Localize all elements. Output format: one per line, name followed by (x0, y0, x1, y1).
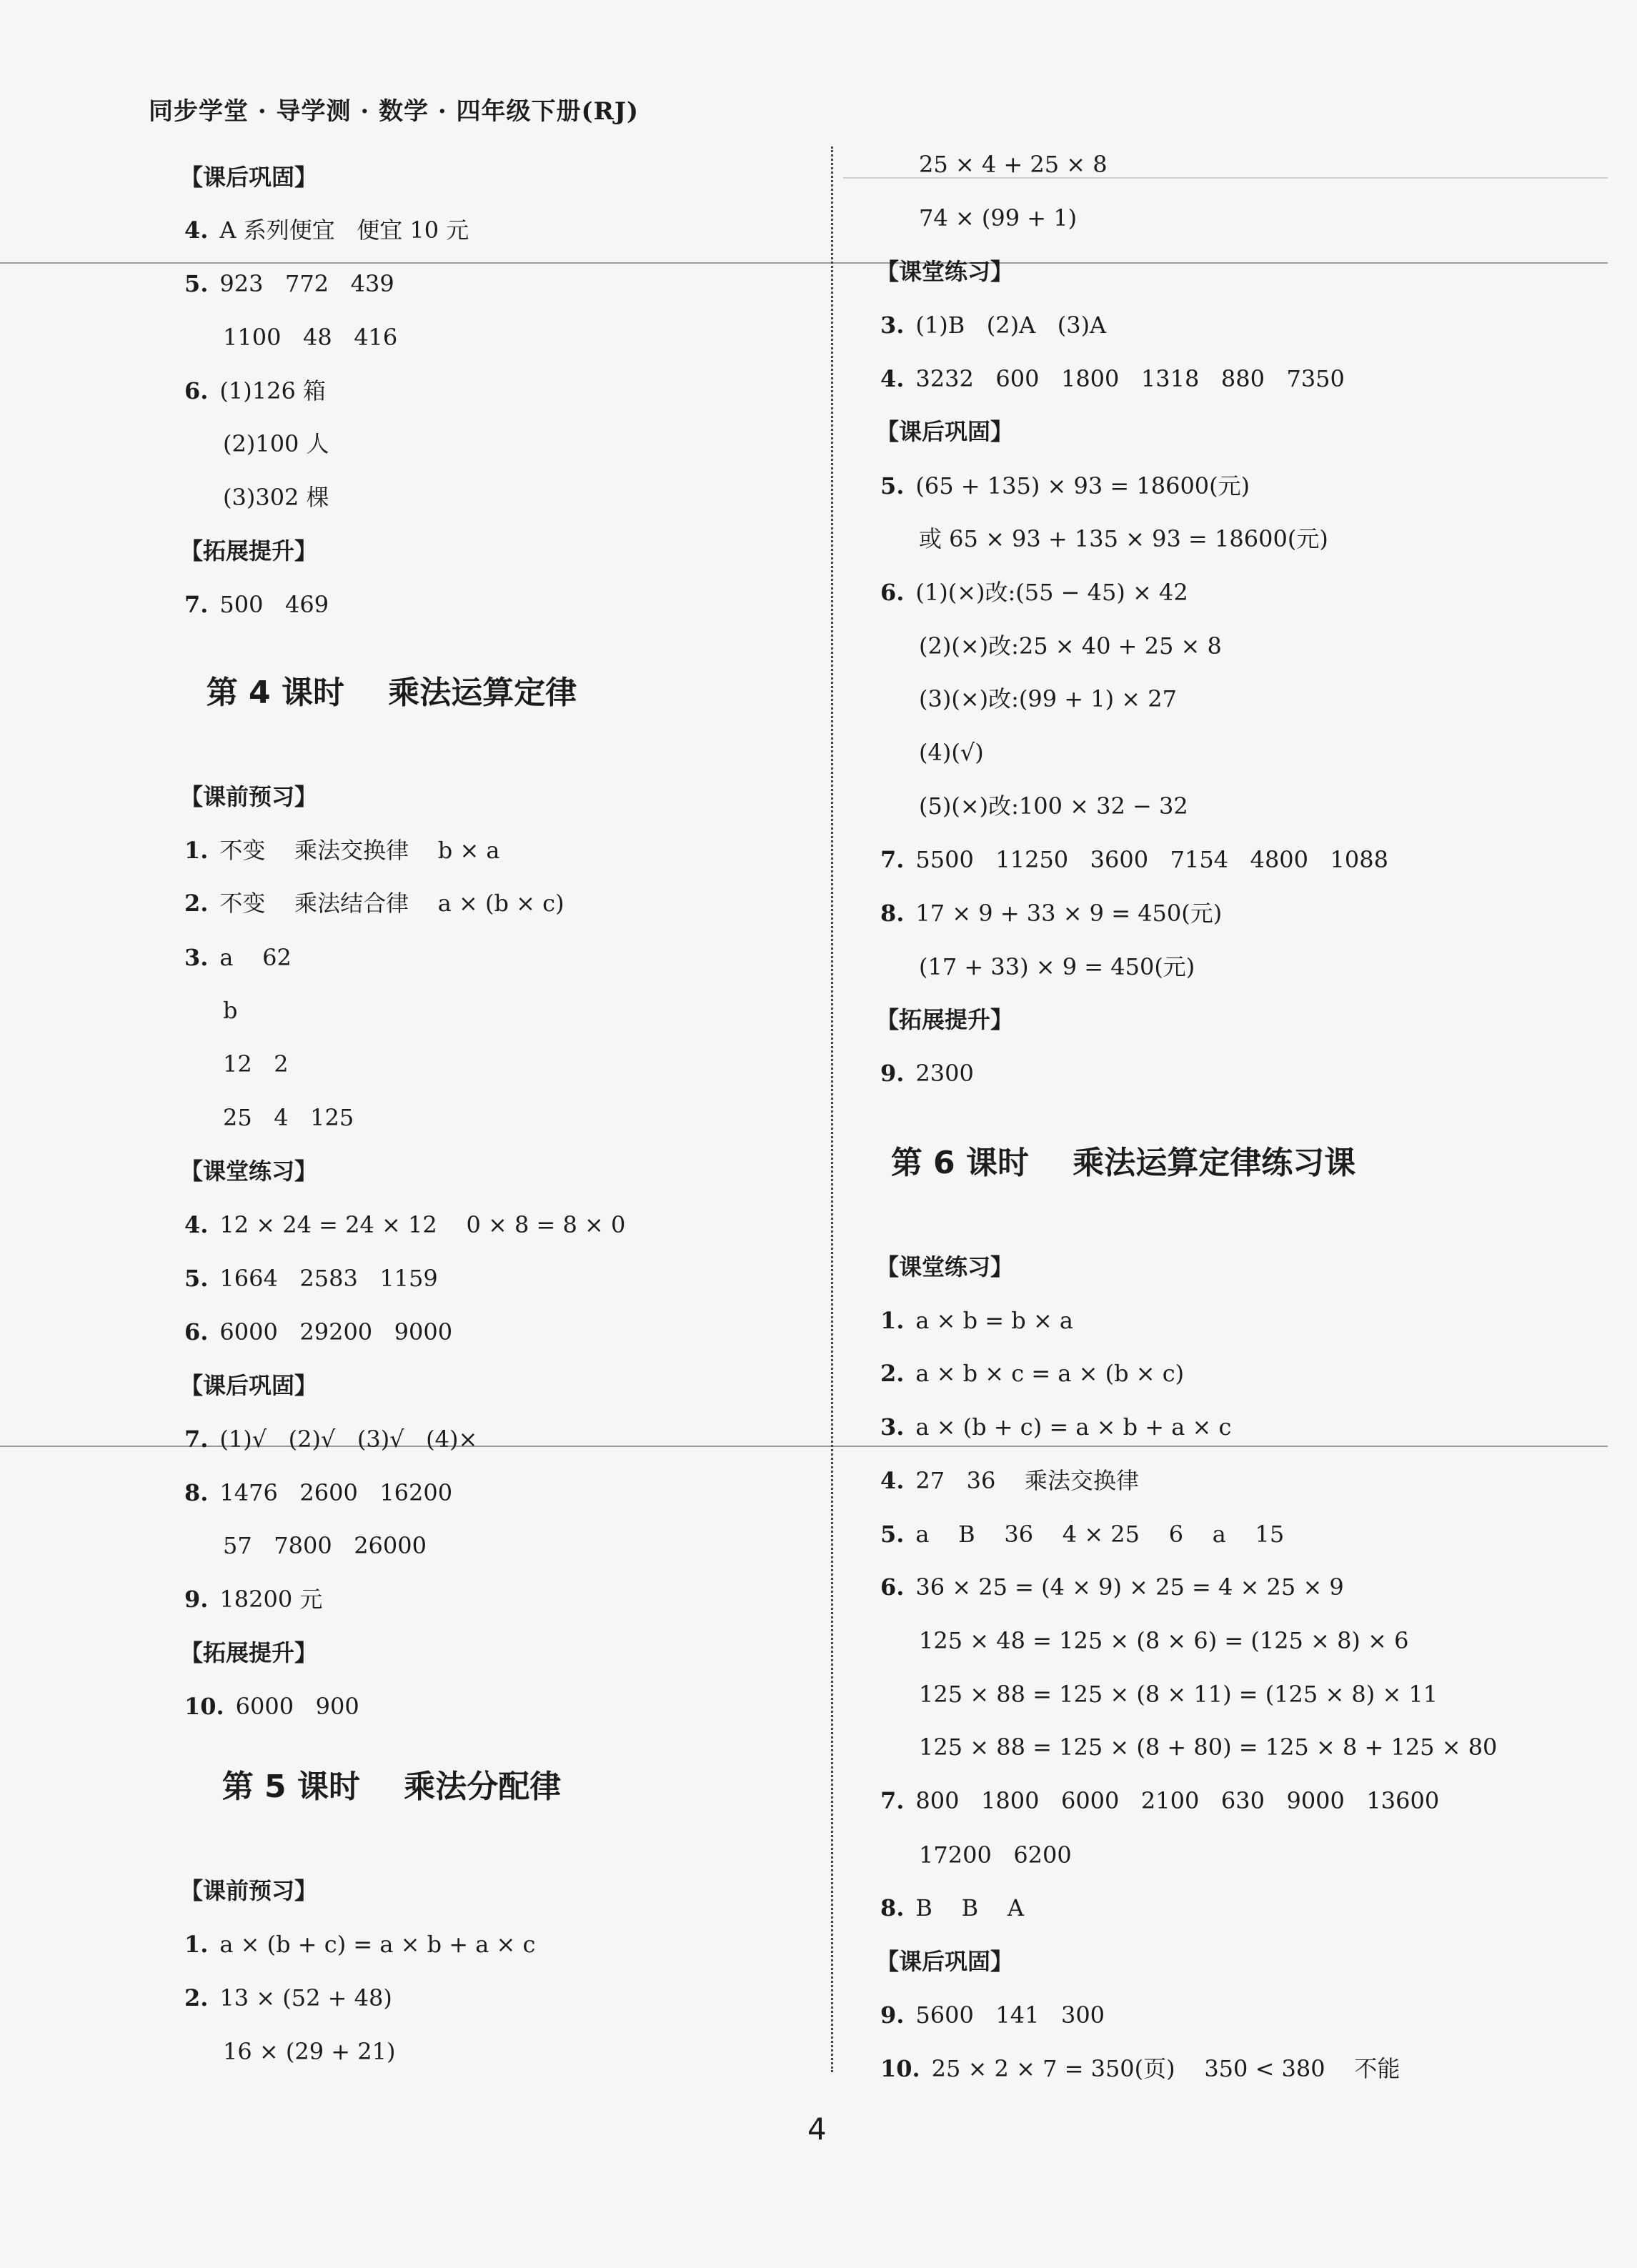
item-number: 5. (184, 1265, 209, 1292)
item-number: 5. (184, 270, 209, 297)
item-answer: (1)B (2)A (3)A (915, 312, 1107, 339)
answer-item (184, 590, 329, 619)
item-number: 1. (184, 837, 209, 864)
answer-item (880, 364, 1345, 393)
item-number: 6. (184, 377, 209, 404)
item-number: 7. (880, 846, 905, 873)
item-number: 4. (184, 217, 209, 244)
item-answer: 500 469 (219, 591, 329, 618)
item-answer: 27 36 乘法交换律 (915, 1467, 1140, 1494)
item-answer: A 系列便宜 便宜 10 元 (219, 217, 469, 244)
item-answer: 13 × (52 + 48) (219, 1984, 392, 2011)
answer-item (184, 377, 326, 405)
item-number: 6. (184, 1318, 209, 1346)
item-number: 5. (880, 1521, 905, 1548)
answer-item (880, 899, 1222, 927)
item-number: 4. (184, 1211, 209, 1238)
answer-continuation: (5)(×)改:100 × 32 − 32 (919, 792, 1188, 820)
page-header: 同步学堂 · 导学测 · 数学 · 四年级下册(RJ) (149, 97, 640, 126)
item-answer: a × (b + c) = a × b + a × c (219, 1931, 536, 1958)
answer-item (184, 1210, 625, 1239)
item-answer: 12 × 24 = 24 × 12 0 × 8 = 8 × 0 (219, 1211, 626, 1238)
item-number: 10. (880, 2055, 920, 2082)
answer-item (184, 943, 292, 972)
item-answer: 18200 元 (219, 1586, 323, 1613)
item-answer: 不变 乘法交换律 b × a (219, 837, 500, 864)
answer-continuation: 1100 48 416 (223, 324, 398, 351)
answer-item (184, 1585, 322, 1613)
answer-continuation: (3)302 棵 (223, 484, 329, 511)
answer-continuation: 25 × 4 + 25 × 8 (919, 151, 1108, 178)
item-answer: a × b = b × a (915, 1307, 1073, 1334)
item-number: 9. (880, 2001, 905, 2029)
answer-item (880, 1786, 1439, 1815)
item-number: 9. (184, 1586, 209, 1613)
item-number: 6. (880, 1573, 905, 1601)
answer-item (184, 1425, 477, 1453)
section-heading: 【拓展提升】 (876, 1006, 1014, 1033)
section-heading: 【拓展提升】 (180, 1639, 318, 1666)
item-answer: 5600 141 300 (915, 2001, 1105, 2029)
answer-item (880, 1573, 1344, 1601)
item-number: 8. (880, 1894, 905, 1921)
item-number: 2. (880, 1360, 905, 1387)
section-heading: 【课前预习】 (180, 783, 318, 810)
item-number: 10. (184, 1693, 224, 1720)
answer-continuation: b (223, 997, 238, 1024)
lesson-title: 第 6 课时 乘法运算定律练习课 (890, 1145, 1356, 1181)
section-heading: 【课后巩固】 (876, 1948, 1014, 1975)
answer-item (880, 845, 1388, 874)
answer-item (880, 578, 1188, 607)
section-heading: 【课后巩固】 (180, 164, 318, 191)
answer-continuation: 125 × 48 = 125 × (8 × 6) = (125 × 8) × 6 (919, 1627, 1409, 1654)
answer-continuation: 74 × (99 + 1) (919, 204, 1078, 232)
section-heading: 【课堂练习】 (180, 1158, 318, 1185)
answer-item (184, 1930, 535, 1959)
answer-continuation: 125 × 88 = 125 × (8 + 80) = 125 × 8 + 125 × 80 (919, 1734, 1498, 1761)
answer-continuation: 或 65 × 93 + 135 × 93 = 18600(元) (919, 525, 1328, 552)
answer-item (880, 1059, 974, 1088)
item-number: 2. (184, 890, 209, 917)
answer-continuation: (2)(×)改:25 × 40 + 25 × 8 (919, 632, 1222, 660)
item-answer: 6000 900 (235, 1693, 359, 1720)
item-answer: 6000 29200 9000 (219, 1318, 453, 1346)
section-heading: 【课前预习】 (180, 1877, 318, 1904)
answer-continuation: 125 × 88 = 125 × (8 × 11) = (125 × 8) × 11 (919, 1681, 1438, 1708)
lesson-title: 第 5 课时 乘法分配律 (222, 1769, 562, 1805)
item-answer: 5500 11250 3600 7154 4800 1088 (915, 846, 1388, 873)
item-number: 5. (880, 472, 905, 499)
item-answer: a B 36 4 × 25 6 a 15 (915, 1521, 1285, 1548)
answer-item (184, 269, 394, 298)
section-heading: 【课堂练习】 (876, 1253, 1014, 1280)
answer-item (184, 1478, 452, 1507)
lesson-title: 第 4 课时 乘法运算定律 (206, 675, 577, 711)
answer-item (880, 2054, 1400, 2083)
item-answer: 800 1800 6000 2100 630 9000 13600 (915, 1787, 1440, 1814)
answer-continuation: (2)100 人 (223, 430, 329, 457)
answer-item (880, 1520, 1284, 1548)
item-number: 3. (880, 312, 905, 339)
scan-line-top (0, 262, 1608, 264)
item-answer: 25 × 2 × 7 = 350(页) 350 < 380 不能 (931, 2055, 1400, 2082)
item-number: 1. (880, 1307, 905, 1334)
section-heading: 【课后巩固】 (876, 418, 1014, 445)
answer-item (880, 1466, 1139, 1495)
item-answer: 1664 2583 1159 (219, 1265, 438, 1292)
answer-continuation: 25 4 125 (223, 1104, 354, 1131)
item-number: 7. (880, 1787, 905, 1814)
answer-item (880, 1359, 1184, 1388)
item-answer: 2300 (915, 1060, 974, 1087)
answer-item (184, 889, 564, 917)
item-answer: a × b × c = a × (b × c) (915, 1360, 1185, 1387)
answer-item (184, 836, 500, 865)
item-answer: B B A (915, 1894, 1024, 1921)
item-answer: 923 772 439 (219, 270, 394, 297)
item-number: 8. (184, 1479, 209, 1506)
answer-item (880, 1894, 1024, 1922)
answer-continuation: 17200 6200 (919, 1841, 1072, 1869)
section-heading: 【课后巩固】 (180, 1372, 318, 1399)
item-answer: a 62 (219, 944, 292, 971)
item-number: 3. (880, 1413, 905, 1441)
answer-item (184, 216, 469, 244)
section-heading: 【课堂练习】 (876, 258, 1014, 285)
item-number: 8. (880, 900, 905, 927)
item-number: 6. (880, 579, 905, 606)
answer-continuation: (4)(√) (919, 739, 984, 766)
item-answer: (1)(×)改:(55 − 45) × 42 (915, 579, 1188, 606)
item-answer: (1)126 箱 (219, 377, 326, 404)
column-divider (831, 146, 833, 2072)
item-answer: a × (b + c) = a × b + a × c (915, 1413, 1232, 1441)
item-answer: (1)√ (2)√ (3)√ (4)× (219, 1426, 478, 1453)
page-number: 4 (807, 2112, 827, 2147)
answer-continuation: (3)(×)改:(99 + 1) × 27 (919, 685, 1177, 712)
item-answer: 3232 600 1800 1318 880 7350 (915, 365, 1345, 392)
answer-item (880, 472, 1250, 500)
item-answer: 17 × 9 + 33 × 9 = 450(元) (915, 900, 1223, 927)
answer-item (880, 1413, 1231, 1441)
item-number: 7. (184, 1426, 209, 1453)
item-answer: 不变 乘法结合律 a × (b × c) (219, 890, 564, 917)
answer-item (880, 1306, 1073, 1335)
answer-item (184, 1264, 438, 1293)
item-answer: (65 + 135) × 93 = 18600(元) (915, 472, 1250, 499)
answer-item (184, 1984, 392, 2012)
item-number: 4. (880, 1467, 905, 1494)
item-number: 7. (184, 591, 209, 618)
answer-continuation: (17 + 33) × 9 = 450(元) (919, 953, 1195, 980)
answer-item (184, 1692, 359, 1721)
answer-item (880, 2001, 1105, 2029)
answer-continuation: 16 × (29 + 21) (223, 2038, 396, 2065)
item-answer: 1476 2600 16200 (219, 1479, 453, 1506)
item-answer: 36 × 25 = (4 × 9) × 25 = 4 × 25 × 9 (915, 1573, 1344, 1601)
answer-item (184, 1318, 452, 1346)
item-number: 1. (184, 1931, 209, 1958)
answer-continuation: 12 2 (223, 1050, 289, 1078)
answer-continuation: 57 7800 26000 (223, 1532, 427, 1559)
item-number: 2. (184, 1984, 209, 2011)
answer-item (880, 311, 1106, 339)
item-number: 9. (880, 1060, 905, 1087)
item-number: 4. (880, 365, 905, 392)
section-heading: 【拓展提升】 (180, 537, 318, 564)
item-number: 3. (184, 944, 209, 971)
